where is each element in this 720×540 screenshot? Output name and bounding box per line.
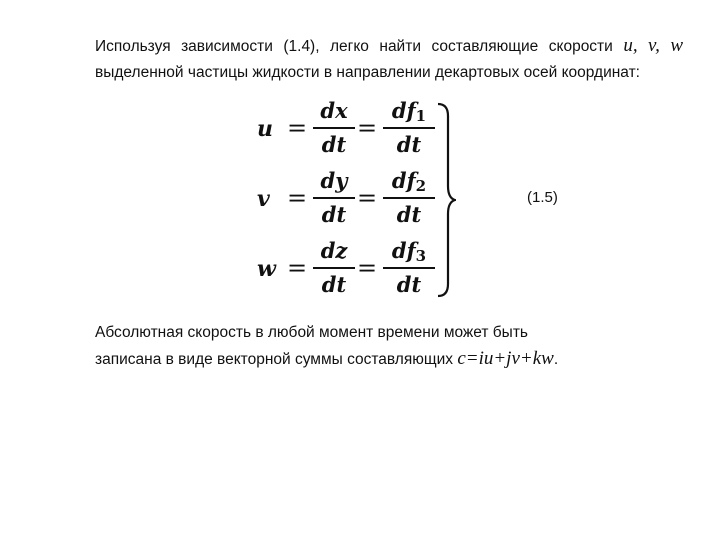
fraction-bar [313,197,355,199]
fraction [383,166,435,230]
fraction-numerator: $df_3$ [391,238,427,265]
intro-paragraph [95,33,683,86]
equals-sign: = [357,184,378,212]
fraction-denominator: dt [396,202,422,227]
subscript: 1 [415,107,427,125]
equals-sign: = [357,114,378,142]
subscript: 3 [415,247,427,265]
equals-sign: = [287,254,308,282]
fraction [313,96,355,160]
fraction-numerator: $df_1$ [391,98,427,125]
equals-sign: = [287,184,308,212]
formula-row-v [255,166,455,236]
fraction [313,236,355,300]
fraction-bar [313,267,355,269]
fraction [383,236,435,300]
equals-sign: = [287,114,308,142]
fraction-numerator: dy [320,168,348,193]
conclusion-line-1: Абсолютная скорость в любой момент времени может быть [95,324,528,341]
formula-row-w [255,236,455,306]
right-curly-brace [436,102,456,298]
fraction-bar [383,267,435,269]
fraction-denominator: dt [321,272,347,297]
variable-v: v, [648,35,660,56]
fraction-denominator: dt [321,132,347,157]
formula-lhs: v [257,186,270,212]
vector-sum-expression: c=iu+jv+kw [457,348,554,369]
fraction-bar [313,127,355,129]
formula-row-u [255,96,455,166]
fraction-bar [383,127,435,129]
variable-u: u, [623,35,638,56]
variable-w: w [670,35,683,56]
fraction-denominator: dt [396,272,422,297]
velocity-formula-block [255,96,455,306]
fraction-numerator: dz [320,238,348,263]
conclusion-paragraph [95,320,683,373]
intro-text-start: Используя зависимости (1.4), легко найти составляющие скорости [95,38,624,55]
equation-number: (1.5) [527,189,558,206]
formula-lhs: u [257,116,273,142]
fraction-denominator: dt [321,202,347,227]
fraction-denominator: dt [396,132,422,157]
equals-sign: = [357,254,378,282]
fraction-numerator: dx [320,98,348,123]
subscript: 2 [415,177,427,195]
fraction-bar [383,197,435,199]
intro-text-end: выделенной частицы жидкости в направлении декартовых осей координат: [95,64,640,81]
fraction [383,96,435,160]
formula-lhs: w [257,256,276,282]
fraction [313,166,355,230]
conclusion-line-2: записана в виде векторной суммы составляющих c=iu+jv+kw. [95,348,559,369]
fraction-numerator: $df_2$ [391,168,427,195]
